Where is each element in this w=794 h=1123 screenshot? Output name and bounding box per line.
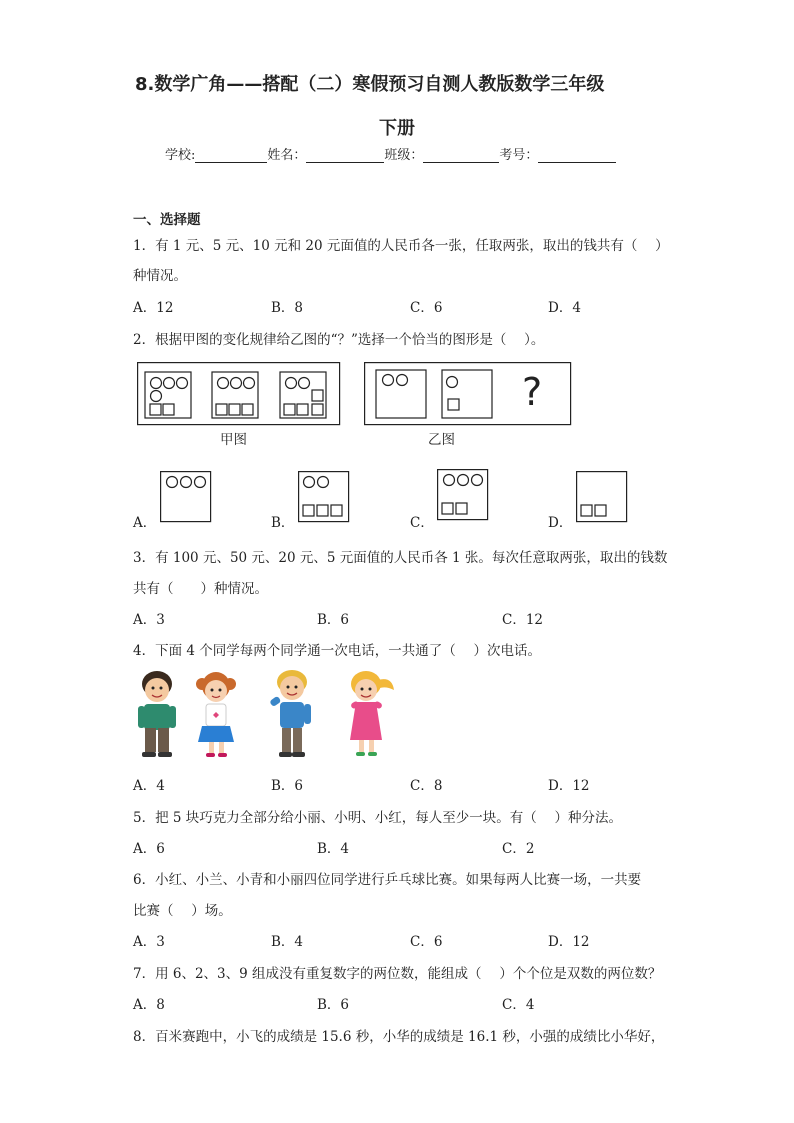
q5-option-a[interactable]: A．6 (133, 841, 165, 857)
q7-option-b[interactable]: B．6 (317, 997, 350, 1013)
q5-option-c[interactable]: C．2 (502, 841, 535, 857)
section-heading: 一、选择题 (133, 212, 201, 228)
school-label: 学校: (165, 148, 196, 163)
girl-figure-1 (196, 672, 236, 757)
question-3-stem: 3．有 100 元、50 元、20 元、5 元面值的人民币各 1 张。每次任意取两张，取出的钱数 (133, 550, 668, 566)
q7-option-c[interactable]: C．4 (502, 997, 535, 1013)
q2-option-d[interactable]: D． (548, 515, 573, 531)
q6-option-b[interactable]: B．4 (271, 934, 304, 950)
q2-option-b-figure[interactable] (298, 471, 350, 523)
q1-option-b[interactable]: B．8 (271, 300, 304, 316)
q1-option-c[interactable]: C．6 (410, 300, 443, 316)
q2-option-c-figure[interactable] (437, 469, 489, 521)
q2-option-c[interactable]: C． (410, 515, 434, 531)
question-2-stem: 2．根据甲图的变化规律给乙图的“？”选择一个恰当的图形是（ ）。 (133, 332, 545, 348)
figure-yi-label: 乙图 (428, 432, 455, 448)
exam-number-field[interactable] (538, 148, 616, 163)
question-6-stem: 6．小红、小兰、小青和小丽四位同学进行乒乓球比赛。如果每两人比赛一场，一共要 (133, 872, 642, 888)
figure-jia (137, 362, 341, 426)
q4-option-c[interactable]: C．8 (410, 778, 443, 794)
q2-option-d-figure[interactable] (576, 471, 628, 523)
school-field[interactable] (195, 148, 267, 163)
name-field[interactable] (306, 148, 384, 163)
boy-figure-1 (138, 671, 176, 757)
q4-option-b[interactable]: B．6 (271, 778, 304, 794)
student-info-line (165, 144, 616, 163)
q7-option-a[interactable]: A．8 (133, 997, 165, 1013)
q2-option-a-figure[interactable] (160, 471, 212, 523)
page-title-line2: 下册 (379, 118, 415, 139)
q3-option-a[interactable]: A．3 (133, 612, 165, 628)
question-mark: ? (522, 370, 543, 414)
q5-option-b[interactable]: B．4 (317, 841, 350, 857)
q4-option-a[interactable]: A．4 (133, 778, 165, 794)
question-8-stem: 8．百米赛跑中，小飞的成绩是 15.6 秒，小华的成绩是 16.1 秒，小强的成绩比小华好， (133, 1029, 665, 1045)
q4-option-d[interactable]: D．12 (548, 778, 590, 794)
question-7-stem: 7．用 6、2、3、9 组成没有重复数字的两位数，能组成（ ）个个位是双数的两位数？ (133, 966, 662, 982)
q1-option-d[interactable]: D．4 (548, 300, 581, 316)
children-illustration (130, 668, 402, 762)
q6-option-a[interactable]: A．3 (133, 934, 165, 950)
question-4-stem: 4．下面 4 个同学每两个同学通一次电话，一共通了（ ）次电话。 (133, 643, 542, 659)
question-3-stem-cont: 共有（ ）种情况。 (133, 581, 268, 597)
class-field[interactable] (423, 148, 499, 163)
q2-option-b[interactable]: B． (271, 515, 295, 531)
name-label: 姓名： (267, 148, 307, 163)
q3-option-b[interactable]: B．6 (317, 612, 350, 628)
question-5-stem: 5．把 5 块巧克力全部分给小丽、小明、小红，每人至少一块。有（ ）种分法。 (133, 810, 623, 826)
q1-option-a[interactable]: A．12 (133, 300, 174, 316)
figure-jia-label: 甲图 (220, 432, 247, 448)
q3-option-c[interactable]: C．12 (502, 612, 544, 628)
q6-option-d[interactable]: D．12 (548, 934, 590, 950)
question-6-stem-cont: 比赛（ ）场。 (133, 903, 232, 919)
boy-figure-2 (269, 670, 311, 757)
exam-number-label: 考号： (499, 148, 539, 163)
class-label: 班级： (384, 148, 424, 163)
girl-figure-2 (350, 671, 394, 756)
question-1-stem: 1．有 1 元、5 元、10 元和 20 元面值的人民币各一张，任取两张，取出的钱共有（ ） (133, 238, 669, 254)
q6-option-c[interactable]: C．6 (410, 934, 443, 950)
question-1-stem-cont: 种情况。 (133, 268, 187, 284)
page-title: 8.数学广角——搭配（二）寒假预习自测人教版数学三年级 (135, 74, 605, 95)
q2-option-a[interactable]: A． (133, 515, 157, 531)
